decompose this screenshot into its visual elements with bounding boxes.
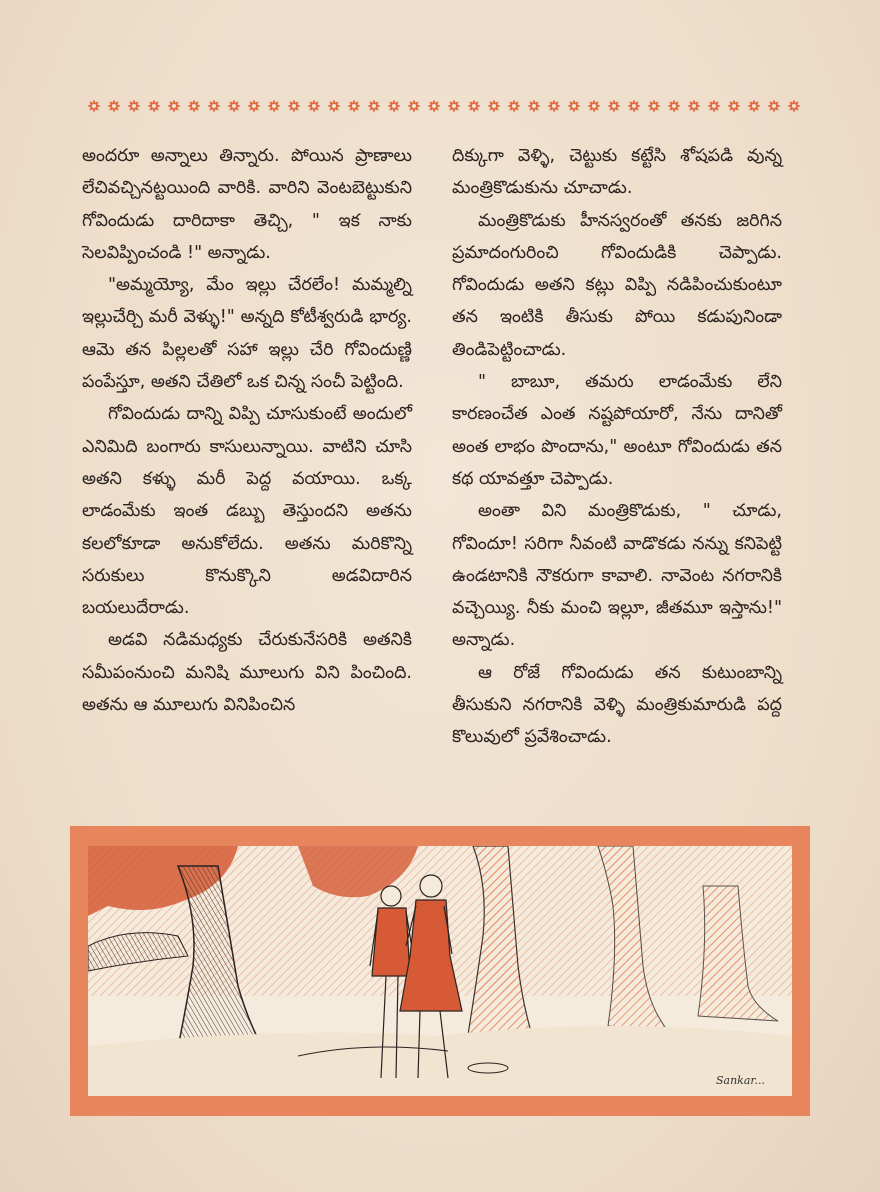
paragraph: ఆ రోజే గోవిందుడు తన కుటుంబాన్ని తీసుకుని నగరానికి వెళ్ళి మంత్రికుమారుడి పద్ద కొలువులో ప్రవేశించాడు. <box>452 662 782 748</box>
ornament-flower <box>688 100 700 112</box>
ornament-flower <box>488 100 500 112</box>
ornament-flower <box>568 100 580 112</box>
ornament-flower <box>608 100 620 112</box>
ornament-flower <box>328 100 340 112</box>
ornament-flower <box>308 100 320 112</box>
ornament-flower <box>588 100 600 112</box>
paragraph: దిక్కుగా వెళ్ళి, చెట్టుకు కట్టేసి శోషపడి వున్న మంత్రికొడుకును చూచాడు. <box>452 146 782 199</box>
ornamental-border <box>84 96 800 116</box>
ornament-flower <box>708 100 720 112</box>
ornament-flower <box>788 100 800 112</box>
ornament-flower <box>268 100 280 112</box>
ornament-flower <box>348 100 360 112</box>
ornament-flower <box>108 100 120 112</box>
paragraph: అందరూ అన్నాలు తిన్నారు. పోయిన ప్రాణాలు లేచివచ్చినట్టయింది వారికి. వారిని వెంటబెట్టుకుని గోవిందుడు దారిదాకా తెచ్చి, " ఇక నాకు సెలవిప్పించండి !" అన్నాడు. <box>82 146 412 263</box>
paragraph: అడవి నడిమధ్యకు చేరుకునేసరికి అతనికి సమీపంనుంచి మనిషి మూలుగు విని పించింది. అతను ఆ మూలుగు వినిపించిన <box>82 630 412 716</box>
ornament-flower <box>408 100 420 112</box>
ornament-flower <box>128 100 140 112</box>
ornament-flower <box>228 100 240 112</box>
ornament-flower <box>668 100 680 112</box>
ornament-flower <box>648 100 660 112</box>
ornament-flower <box>388 100 400 112</box>
ornament-flower <box>208 100 220 112</box>
ornament-flower <box>248 100 260 112</box>
ornament-flower <box>768 100 780 112</box>
artist-signature: Sankar... <box>716 1074 765 1087</box>
ornament-flower <box>428 100 440 112</box>
ornament-flower <box>88 100 100 112</box>
paragraph: "అమ్మయ్యో, మేం ఇల్లు చేరలేం! మమ్మల్ని ఇల్లుచేర్చి మరీ వెళ్ళు!" అన్నది కోటీశ్వరుడి భార్య. ఆమె తన పిల్లలతో సహా ఇల్లు చేరి గోవిందుణ్ణి పంపేస్తూ, అతని చేతిలో ఒక చిన్న సంచీ పెట్టింది. <box>82 275 412 393</box>
ornament-flower <box>508 100 520 112</box>
ornament-flower <box>448 100 460 112</box>
ornament-flower <box>628 100 640 112</box>
ornament-flower <box>168 100 180 112</box>
ornament-flower <box>368 100 380 112</box>
ornament-flower <box>188 100 200 112</box>
left-column <box>82 140 412 721</box>
paragraph: అంతా విని మంత్రికొడుకు, " చూడు, గోవిందూ! సరిగా నీవంటి వాడొకడు నన్ను కనిపెట్టి ఉండటానికి నౌకరుగా కావాలి. నావెంట నగరానికి వచ్చెయ్యి. నీకు మంచి ఇల్లూ, జీతమూ ఇస్తాను!" అన్నాడు. <box>452 501 782 651</box>
ornament-flower <box>548 100 560 112</box>
forest-scene <box>88 846 792 1096</box>
paragraph: " బాబూ, తమరు లాడంమేకు లేని కారణంచేత ఎంత నష్టపోయారో, నేను దానితో అంత లాభం పొందాను," అంటూ గోవిందుడు తన కథ యావత్తూ చెప్పాడు. <box>452 372 782 489</box>
ornament-flower <box>748 100 760 112</box>
ornament-flower <box>528 100 540 112</box>
ornament-flower <box>288 100 300 112</box>
forest-illustration <box>88 846 792 1096</box>
ornament-flower <box>728 100 740 112</box>
paragraph: మంత్రికొడుకు హీనస్వరంతో తనకు జరిగిన ప్రమాదంగురించి గోవిందుడికి చెప్పాడు. గోవిందుడు అతని కట్లు విప్పి నడిపించుకుంటూ తన ఇంటికి తీసుకు పోయి కడుపునిండా తిండిపెట్టించాడు. <box>452 210 782 360</box>
right-column <box>452 140 782 754</box>
ornament-flower <box>148 100 160 112</box>
ornament-flower <box>468 100 480 112</box>
paragraph: గోవిందుడు దాన్ని విప్పి చూసుకుంటే అందులో ఎనిమిది బంగారు కాసులున్నాయి. వాటిని చూసి అతని కళ్ళు మరీ పెద్ద వయాయి. ఒక్క లాడంమేకు ఇంత డబ్బు తెస్తుందని అతను కలలోకూడా అనుకోలేదు. అతను మరికొన్ని సరుకులు కొనుక్కొని అడవిదారిన బయలుదేరాడు. <box>82 404 412 619</box>
